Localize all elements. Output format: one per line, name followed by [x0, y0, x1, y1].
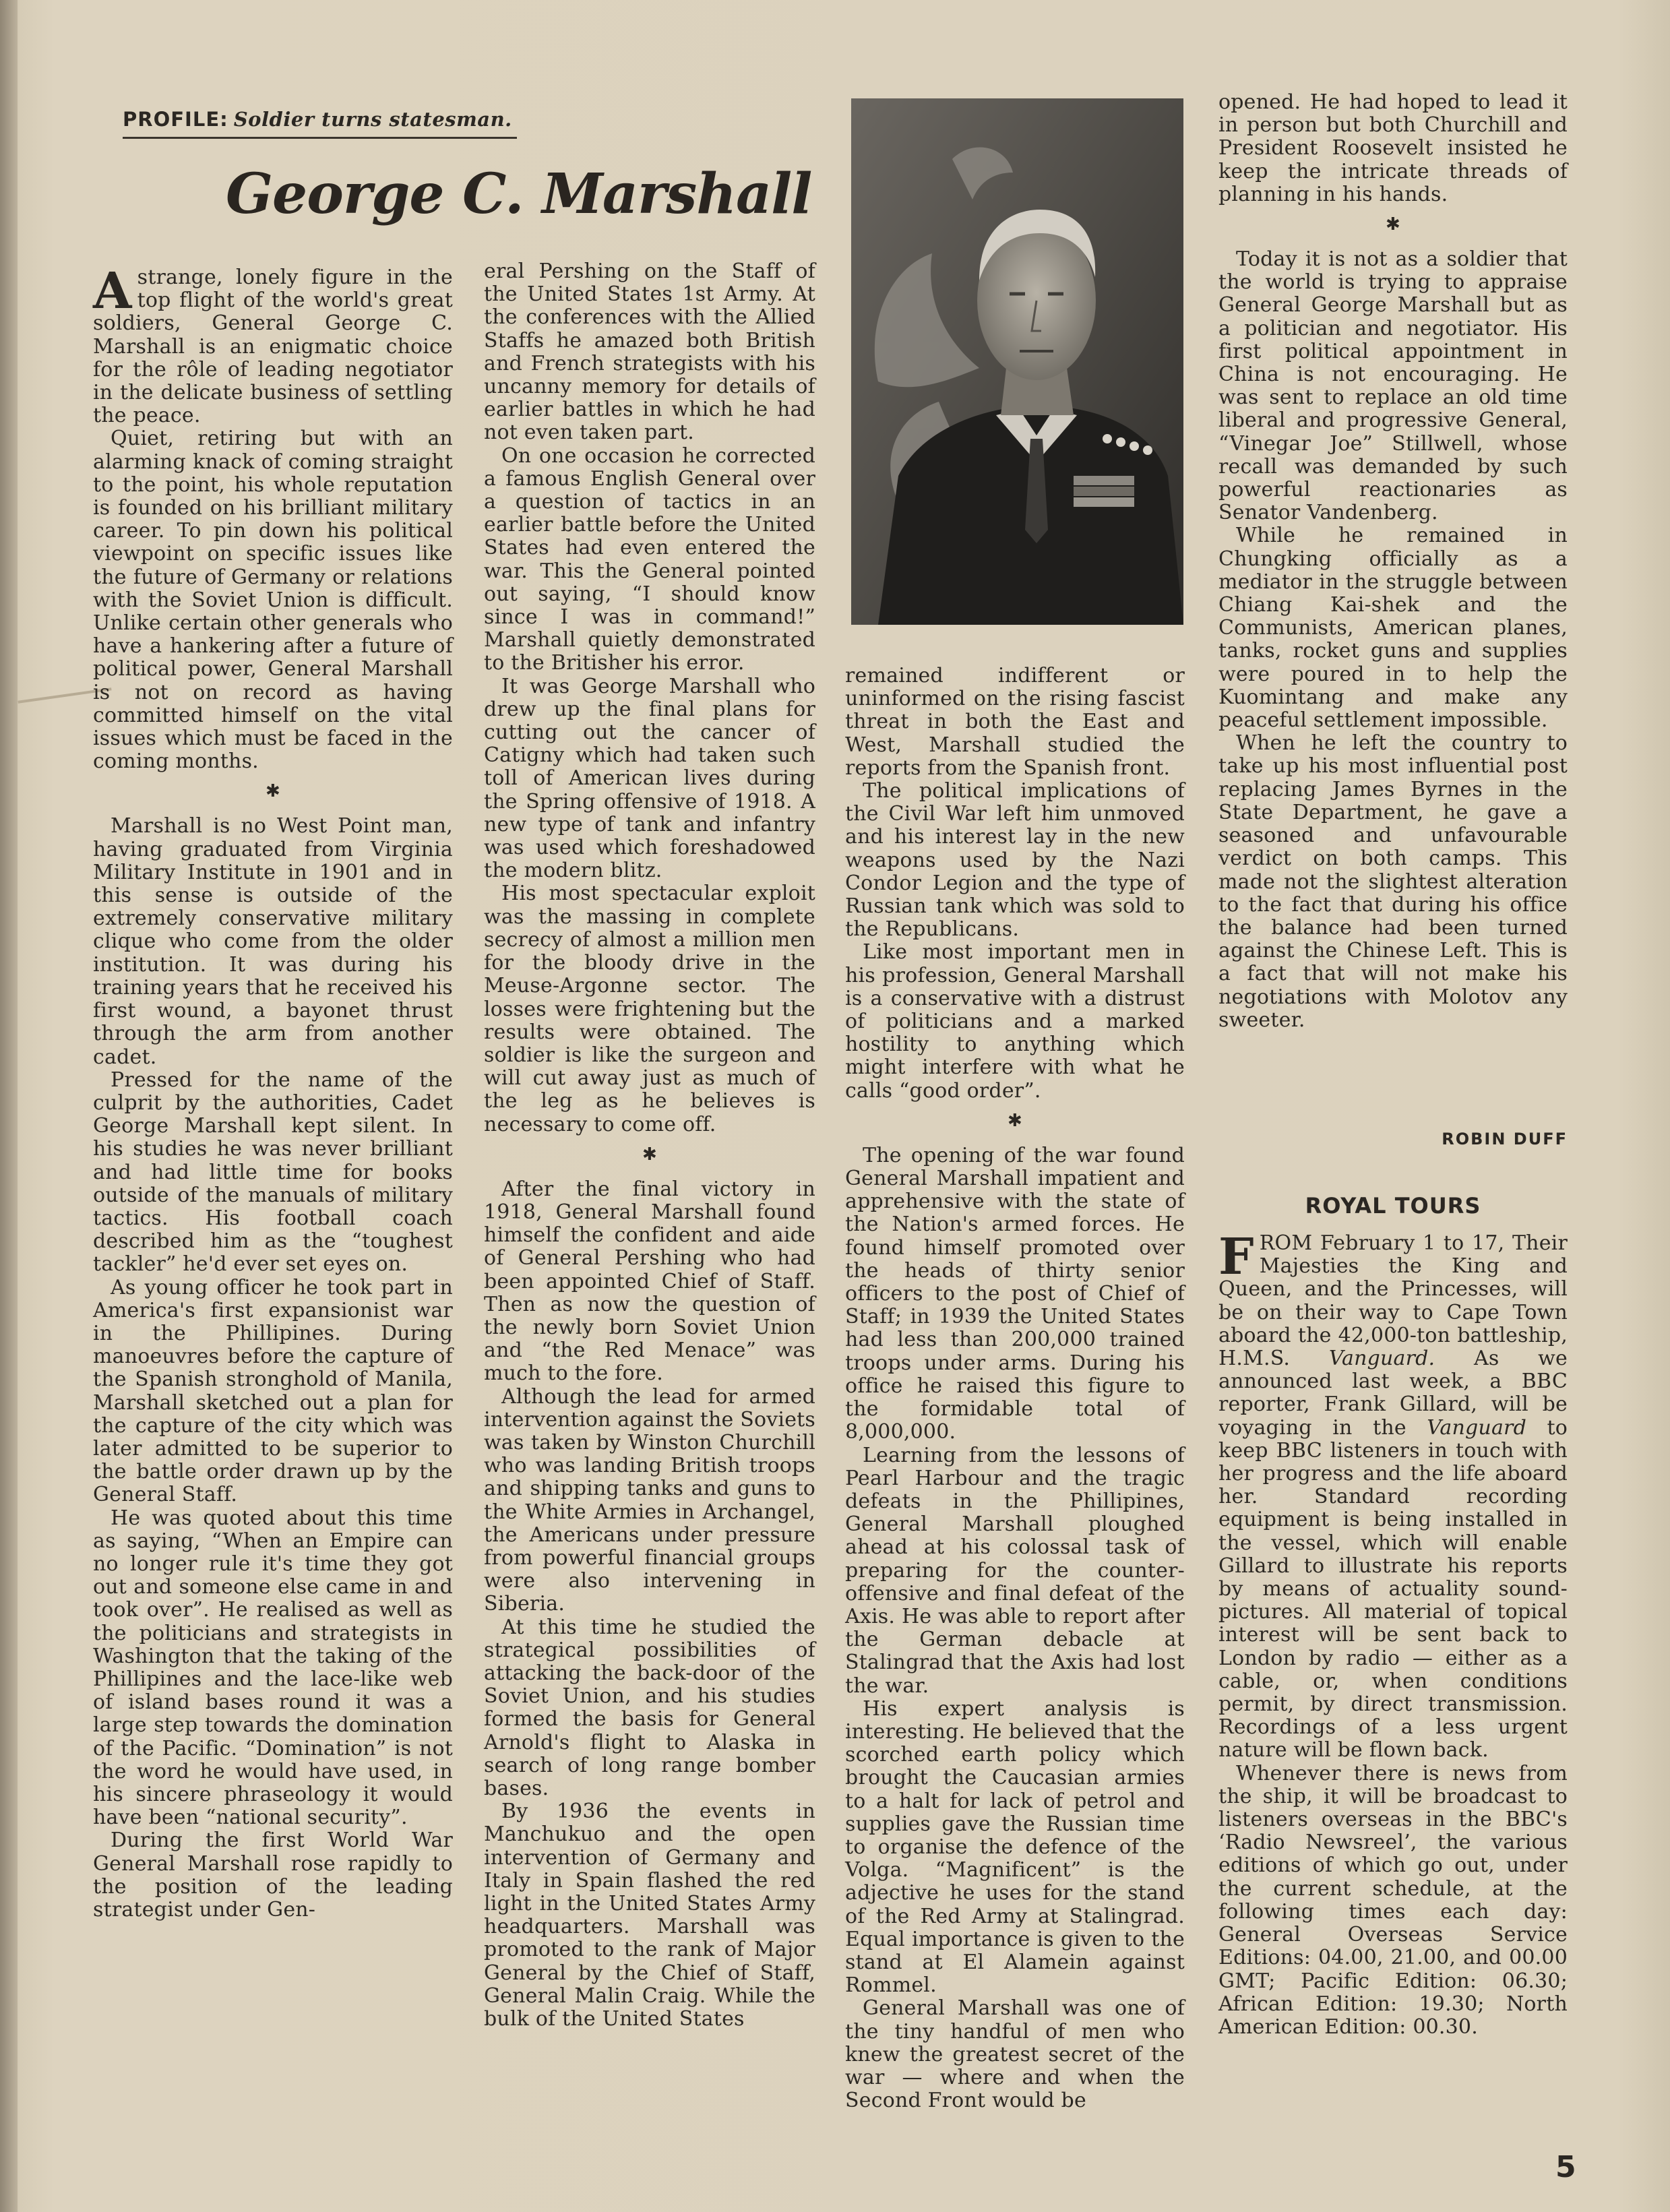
author-byline: ROBIN DUFF	[1442, 1130, 1568, 1148]
section-heading: ROYAL TOURS	[1305, 1193, 1481, 1219]
asterisk-separator-icon: ✱	[1008, 1110, 1022, 1131]
paragraph: On one occasion he corrected a famous English General over a question of tactics in an earlier battle before the United States had even entered the war. This the General pointed out saying, “I should know since I was in command!” Marshall quietly demonstrated to the Britisher his error.	[484, 443, 815, 675]
article-title: George C. Marshall	[226, 162, 812, 226]
ship-name: Vanguard	[1427, 1415, 1526, 1440]
paragraph: The opening of the war found General Marshall impatient and apprehensive with the state of the Nation's armed forces. He found himself promoted over the heads of thirty senior officers to the post of Chief of Staff; in 1939 the United States had less than 200,000 trained troops under arms. During his office he raised this figure to the formidable total of 8,000,000.	[845, 1143, 1185, 1444]
paragraph: It was George Marshall who drew up the final plans for cutting out the cancer of Catigny which had taken such toll of American lives during the Spring offensive of 1918. A new type of tank and infantry was used which foreshadowed the modern blitz.	[484, 674, 815, 883]
article-column-3	[845, 665, 1185, 2112]
article-column-2	[484, 260, 815, 2031]
paragraph-text: to keep BBC listeners in touch with her progress and the life aboard her. Standard recording equipment is being installed in the vessel, which will enable Gillard to illustrate his reports by means of actuality sound-pictures. All material of topical interest will be sent back to London by radio — either as a cable, or, when conditions permit, by direct transmission. Recordings of a less urgent nature will be flown back.	[1218, 1415, 1568, 1762]
paragraph: The political implications of the Civil War left him unmoved and his interest lay in the new weapons used by the Nazi Condor Legion and the type of Russian tank which was sold to the Republicans.	[845, 779, 1185, 942]
paragraph: General Marshall was one of the tiny handful of men who knew the greatest secret of the war — where and when the Second Front would be	[845, 1996, 1185, 2113]
article-column-1	[93, 262, 453, 1922]
paragraph: Marshall is no West Point man, having graduated from Virginia Military Institute in 1901 and in this sense is outside of the extremely conservative military clique who come from the older institution. It was during his training years that he received his first wound, a bayonet thrust through the arm from another cadet.	[93, 814, 453, 1069]
paragraph: Like most important men in his profession, General Marshall is a conservative with a distrust of politicians and a marked hostility to anything which might interfere with what he calls “good order”.	[845, 940, 1185, 1103]
article-column-4	[1218, 91, 1568, 1032]
paragraph: He was quoted about this time as saying, “When an Empire can no longer rule it's time they got out and someone else came in and took over”. He realised as well as the politicians and strategists in Washington that the taking of the Phillipines and the lace-like web of island bases round it was a large step towards the domination of the Pacific. “Domination” is not the word he would have used, in his sincere phraseology it would have been “national security”.	[93, 1506, 453, 1830]
profile-rule	[123, 137, 517, 139]
paragraph: His most spectacular exploit was the massing in complete secrecy of almost a million men for the bloody drive in the Meuse-Argonne sector. The losses were frightening but the results were obtained. The soldier is like the surgeon and will cut away just as much of the leg as he believes is necessary to come off.	[484, 882, 815, 1136]
paragraph: Today it is not as a soldier that the world is trying to appraise General George Marshall but as a politician and negotiator. His first political appointment in China is not encouraging. He was sent to replace an old time liberal and progressive General, “Vinegar Joe” Stillwell, whose recall was demanded by such powerful reactionaries as Senator Vandenberg.	[1218, 247, 1568, 525]
paragraph: remained indifferent or uninformed on the rising fascist threat in both the East and West, Marshall studied the reports from the Spanish front.	[845, 664, 1185, 780]
paragraph: As young officer he took part in America's first expansionist war in the Phillipines. During manoeuvres before the capture of the Spanish stronghold of Manila, Marshall sketched out a plan for the capture of the city which was later admitted to be superior to the battle order drawn up by the General Staff.	[93, 1275, 453, 1507]
portrait-photo	[851, 98, 1183, 625]
paragraph: Although the lead for armed intervention against the Soviets was taken by Winston Churchill who was landing British troops and shipping tanks and guns to the White Armies in Archangel, the Americans under pressure from powerful financial groups were also intervening in Siberia.	[484, 1384, 815, 1616]
paragraph: After the final victory in 1918, General Marshall found himself the confident and aide of General Pershing who had been appointed Chief of Staff. Then as now the question of the newly born Soviet Union and “the Red Menace” was much to the fore.	[484, 1177, 815, 1386]
drop-cap: F	[1218, 1228, 1254, 1286]
paragraph: Quiet, retiring but with an alarming knack of coming straight to the point, his whole reputation is founded on his brilliant military career. To pin down his political viewpoint on specific issues like the future of Germany or relations with the Soviet Union is difficult. Unlike certain other generals who have a hankering after a future of political power, General Marshall is not on record as having committed himself on the vital issues which must be faced in the coming months.	[93, 427, 453, 774]
asterisk-separator-icon: ✱	[642, 1144, 657, 1165]
paragraph-text: As we announced last week, a BBC reporter, Frank Gillard, will be voyaging in the	[1218, 1347, 1568, 1440]
paragraph: Learning from the lessons of Pearl Harbour and the tragic defeats in the Phillipines, General Marshall ploughed ahead at his colossal task of preparing for the counter-offensive and final defeat of the Axis. He was able to report after the German debacle at Stalingrad that the Axis had lost the war.	[845, 1443, 1185, 1698]
paragraph	[1218, 1228, 1568, 1762]
paragraph-text: ROM February 1 to 17, Their Majesties the King and Queen, and the Princesses, will be on their way to Cape Town aboard the 42,000-ton battleship, H.M.S.	[1218, 1231, 1568, 1371]
profile-label-subtitle: Soldier turns statesman.	[233, 108, 512, 131]
ship-name: Vanguard.	[1328, 1347, 1435, 1371]
paragraph: At this time he studied the strategical possibilities of attacking the back-door of the Soviet Union, and his studies formed the basis for General Arnold's flight to Alaska in search of long range bomber bases.	[484, 1615, 815, 1800]
paragraph: While he remained in Chungking officially as a mediator in the struggle between Chiang Kai-shek and the Communists, American planes, tanks, rocket guns and supplies were poured in to help the Kuomintang and make any peaceful settlement impossible.	[1218, 524, 1568, 733]
asterisk-separator-icon: ✱	[266, 781, 280, 802]
paragraph: Whenever there is news from the ship, it will be broadcast to listeners overseas in the BBC's ‘Radio Newsreel’, the various editions of which go out, under the current schedule, at the following times each day: General Overseas Service Editions: 04.00, 21.00, and 00.00 GMT; Pacific Edition: 06.30; African Edition: 19.30; North American Edition: 00.30.	[1218, 1761, 1568, 2039]
page-spine-edge	[0, 0, 18, 2212]
page-number: 5	[1555, 2150, 1576, 2184]
paragraph: eral Pershing on the Staff of the United States 1st Army. At the conferences with the Allied Staffs he amazed both British and French strategists with his uncanny memory for details of earlier battles in which he had not even taken part.	[484, 259, 815, 445]
portrait-illustration	[851, 98, 1183, 625]
asterisk-separator-icon: ✱	[1386, 214, 1400, 235]
paragraph: His expert analysis is interesting. He believed that the scorched earth policy which brought the Caucasian armies to a halt for lack of petrol and supplies gave the Russian time to organise the defence of the Volga. “Magnificent” is the adjective he uses for the stand of the Red Army at Stalingrad. Equal importance is given to the stand at El Alamein against Rommel.	[845, 1696, 1185, 1998]
paragraph: During the first World War General Marshall rose rapidly to the position of the leading strategist under Gen-	[93, 1829, 453, 1922]
royal-tours-column	[1218, 1228, 1568, 2039]
paragraph: By 1936 the events in Manchukuo and the open intervention of Germany and Italy in Spain flashed the red light in the United States Army headquarters. Marshall was promoted to the rank of Major General by the Chief of Staff, General Malin Craig. While the bulk of the United States	[484, 1800, 815, 2031]
paragraph-text: strange, lonely figure in the top flight of the world's great soldiers, General George C. Marshall is an enigmatic choice for the rôle of leading negotiator in the delicate business of settling the peace.	[93, 266, 453, 428]
paragraph: opened. He had hoped to lead it in person but both Churchill and President Roosevelt insisted he keep the intricate threads of planning in his hands.	[1218, 90, 1568, 206]
drop-cap: A	[93, 262, 132, 320]
profile-label-prefix: PROFILE:	[123, 108, 228, 131]
paragraph	[93, 262, 453, 428]
profile-label	[123, 108, 512, 131]
paragraph: Pressed for the name of the culprit by the authorities, Cadet George Marshall kept silent. In his studies he was never brilliant and had little time for books outside of the manuals of military tactics. His football coach described him as the “toughest tackler” he'd ever set eyes on.	[93, 1068, 453, 1277]
paragraph: When he left the country to take up his most influential post replacing James Byrnes in the State Department, he gave a seasoned and unfavourable verdict on both camps. This made not the slightest alteration to the fact that during his office the balance had been turned against the Chinese Left. This is a fact that will not make his negotiations with Molotov any sweeter.	[1218, 731, 1568, 1032]
